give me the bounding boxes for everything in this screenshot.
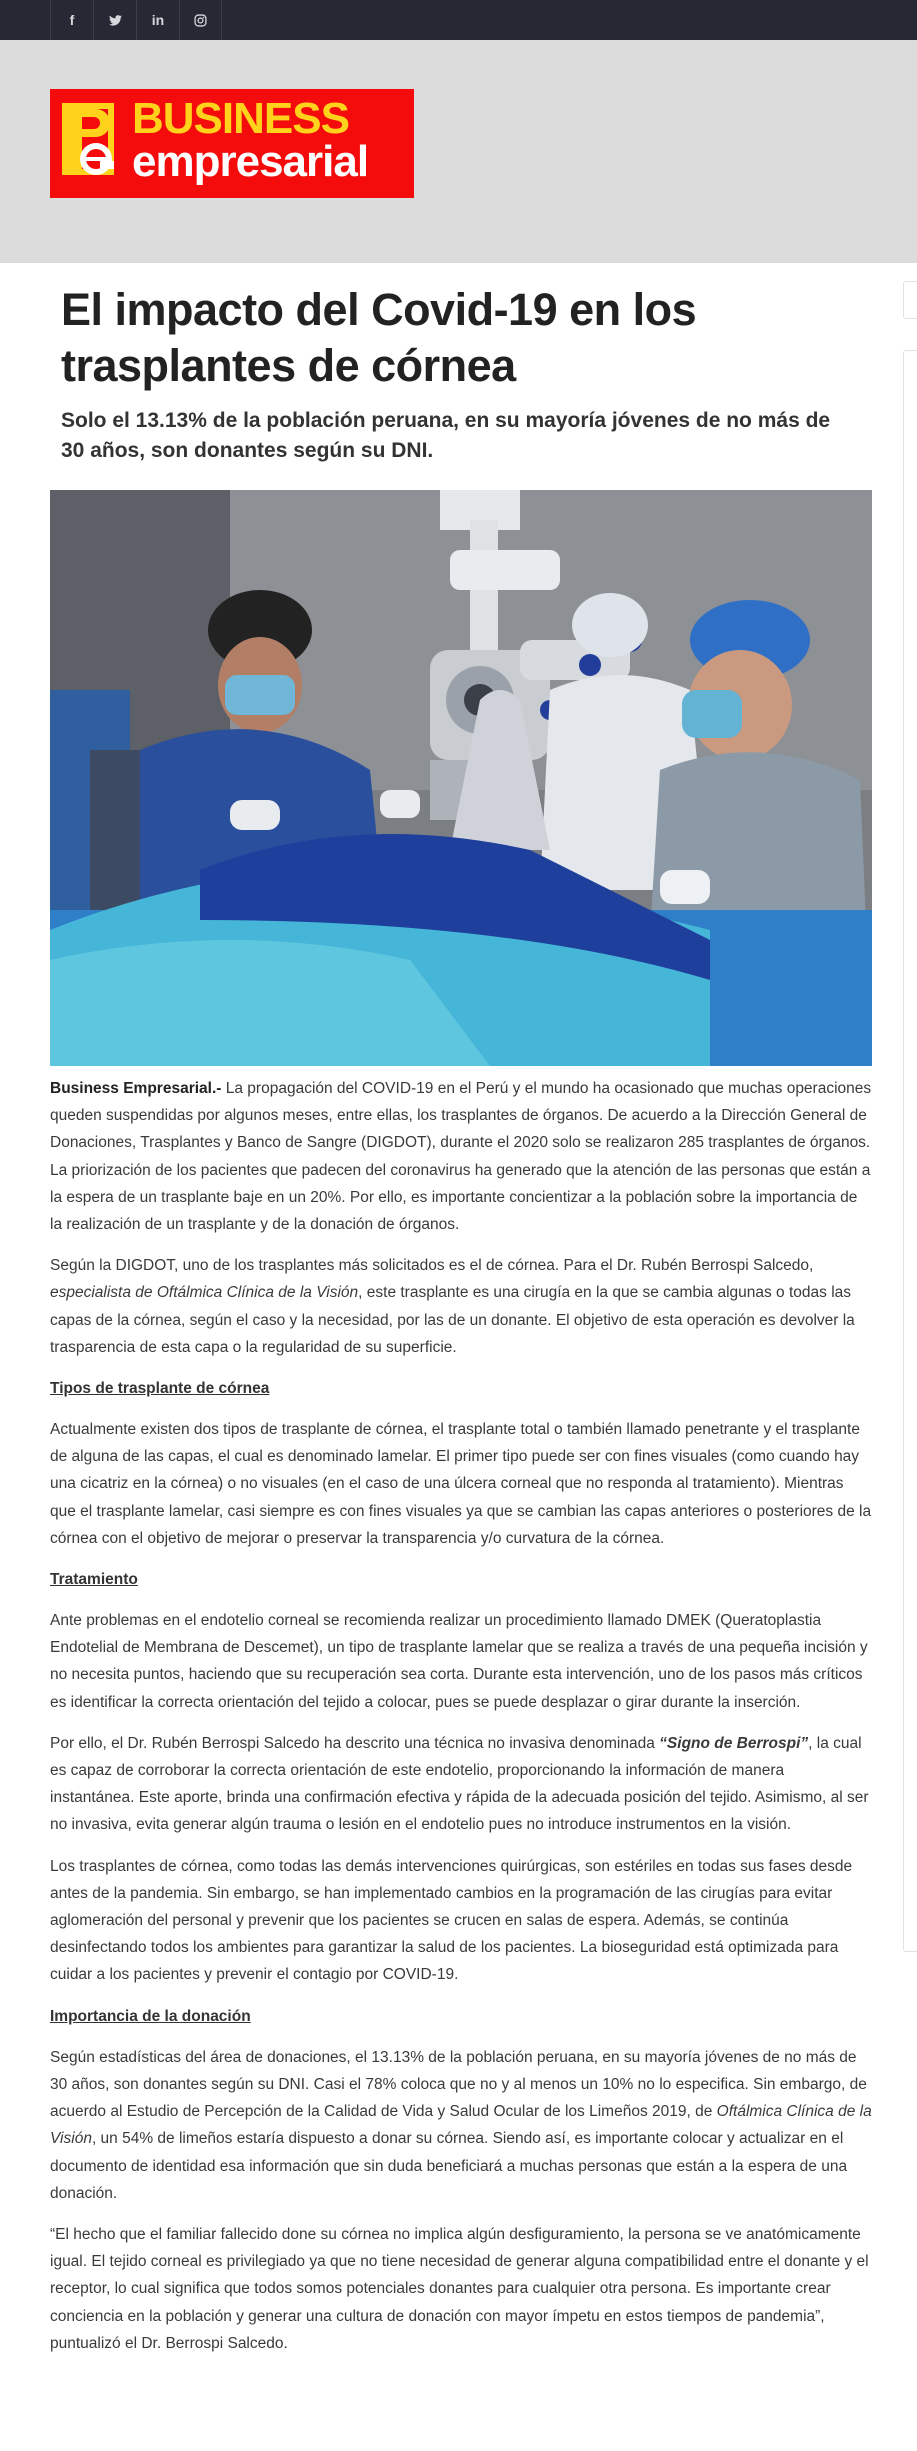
article-text: Según estadísticas del área de donaciones, el 13.13% de la población peruana, en su mayoría jóvenes de no más de 30 años, son donantes según su DNI. Casi el 78% coloca que no y al menos un 10% no lo especifica. Sin embargo, de acuerdo al Estudio de Percepción de la Calidad de Vida y Salud Ocular de los Limeños 2019, de xyxy=(50,2048,867,2121)
article-paragraph: Los trasplantes de córnea, como todas las demás intervenciones quirúrgicas, son estériles en todas sus fases desde antes de la pandemia. Sin embargo, se han implementado cambios en la programación de las cirugías para evitar aglomeración del personal y prevenir que los pacientes se crucen en salas de espera. Además, se continúa desinfectando todos los ambientes para garantizar la salud de los pacientes. La bioseguridad está optimizada para cuidar a los pacientes y prevenir el contagio por COVID-19. xyxy=(50,1857,853,1984)
article-paragraph: Ante problemas en el endotelio corneal se recomienda realizar un procedimiento llamado DMEK (Queratoplastia Endotelial de Membrana de Descemet), un tipo de trasplante lamelar que se realiza a través de una pequeña incisión y no necesita puntos, haciendo que su recuperación sea corta. Durante esta intervención, uno de los pasos más críticos es identificar la correcta orientación del tejido a colocar, pues se puede desplazar o girar durante la inserción. xyxy=(50,1612,868,1711)
article-text: Según la DIGDOT, uno de los trasplantes más solicitados es el de córnea. Para el Dr. Rubén Berrospi Salcedo, xyxy=(50,1257,814,1275)
site-header xyxy=(0,40,917,263)
article-strong-emphasis: “Signo de Berrospi” xyxy=(659,1734,809,1752)
article-title: El impacto del Covid-19 en los trasplantes de córnea xyxy=(61,284,697,391)
section-heading-tratamiento: Tratamiento xyxy=(50,1571,138,1589)
logo-text-business: BUSINESS xyxy=(132,94,349,143)
facebook-icon[interactable]: f xyxy=(50,0,93,40)
article-text: Por ello, el Dr. Rubén Berrospi Salcedo ha descrito una técnica no invasiva denominada xyxy=(50,1734,660,1752)
article-paragraph xyxy=(50,1252,872,1361)
article-hero-image xyxy=(50,490,872,1066)
section-heading-tipos: Tipos de trasplante de córnea xyxy=(50,1380,270,1398)
article-body xyxy=(50,1075,872,2371)
article-text: , un 54% de limeños estaría dispuesto a donar su córnea. Siendo así, es importante colocar y actualizar en el documento de identidad esa información que sin duda beneficiará a muchas personas que están a la espera de una donación. xyxy=(50,2130,848,2202)
article-paragraph xyxy=(50,1075,872,1238)
article-text: La propagación del COVID-19 en el Perú y el mundo ha ocasionado que muchas operaciones queden suspendidas por algunos meses, entre ellas, los trasplantes de órganos. De acuerdo a la Dirección General de Donaciones, Trasplantes y Banco de Sangre (DIGDOT), durante el 2020 solo se realizaron 285 trasplantes de órganos. La priorización de los pacientes que padecen del coronavirus ha generado que la atención de las personas que están a la espera de un trasplante baje en un 20%. Por ello, es importante concientizar a la población sobre la importancia de la realización de un trasplante y de la donación de órganos. xyxy=(50,1080,872,1234)
logo-mark-icon xyxy=(62,103,122,183)
article-paragraph xyxy=(50,1730,872,1839)
logo-text-empresarial: empresarial xyxy=(132,137,369,186)
surgery-photo-illustration xyxy=(50,490,872,1066)
article-lead: Business Empresarial.- xyxy=(50,1080,222,1097)
social-links xyxy=(50,0,222,40)
site-logo[interactable] xyxy=(50,89,414,198)
sidebar-search-edge[interactable] xyxy=(903,281,917,319)
sidebar-widget-edge xyxy=(903,350,917,1952)
top-bar xyxy=(0,0,917,40)
instagram-icon[interactable] xyxy=(179,0,222,40)
linkedin-icon[interactable]: in xyxy=(136,0,179,40)
article-subtitle: Solo el 13.13% de la población peruana, en su mayoría jóvenes de no más de 30 años, son donantes según su DNI. xyxy=(61,409,831,462)
article-paragraph: “El hecho que el familiar fallecido done su córnea no implica algún desfiguramiento, la persona se ve anatómicamente igual. El tejido corneal es privilegiado ya que no tiene necesidad de generar alguna compatibilidad entre el donante y el receptor, lo cual significa que todos somos potenciales donantes para cualquier otra persona. Es importante crear conciencia en la población y generar una cultura de donación con mayor ímpetu en estos tiempos de pandemia”, puntualizó el Dr. Berrospi Salcedo. xyxy=(50,2225,869,2352)
article-text: , este trasplante es una cirugía en la que se cambia algunas o todas las capas de la córnea, según el caso y la necesidad, por las de un donante. El objetivo de esta operación es devolver la trasparencia de esta capa o la regularidad de su superficie. xyxy=(50,1284,855,1356)
article-emphasis: Oftálmica Clínica de la Visión xyxy=(50,2103,872,2148)
article-paragraph xyxy=(50,2044,872,2207)
article-text: , la cual es capaz de corroborar la correcta orientación de este endotelio, proporcionando la información de manera instantánea. Este aporte, brinda una confirmación efectiva y rápida de la adecuada posición del tejido. Asimismo, al ser no invasiva, evita generar algún trauma o lesión en el endotelio pues no introduce instrumentos en la visión. xyxy=(50,1734,869,1834)
article-emphasis: especialista de Oftálmica Clínica de la Visión xyxy=(50,1284,359,1302)
article-paragraph: Actualmente existen dos tipos de trasplante de córnea, el trasplante total o también llamado penetrante y el trasplante de alguna de las capas, el cual es denominado lamelar. El primer tipo puede ser con fines visuales (como cuando hay una cicatriz en la córnea) o no visuales (en el caso de una úlcera corneal que no responda al tratamiento). Mientras que el trasplante lamelar, casi siempre es con fines visuales ya que se cambian las capas anteriores o posteriores de la córnea con el objetivo de mejorar o preservar la transparencia y/o curvatura de la córnea. xyxy=(50,1421,872,1547)
section-heading-importancia: Importancia de la donación xyxy=(50,2007,251,2025)
twitter-icon[interactable] xyxy=(93,0,136,40)
